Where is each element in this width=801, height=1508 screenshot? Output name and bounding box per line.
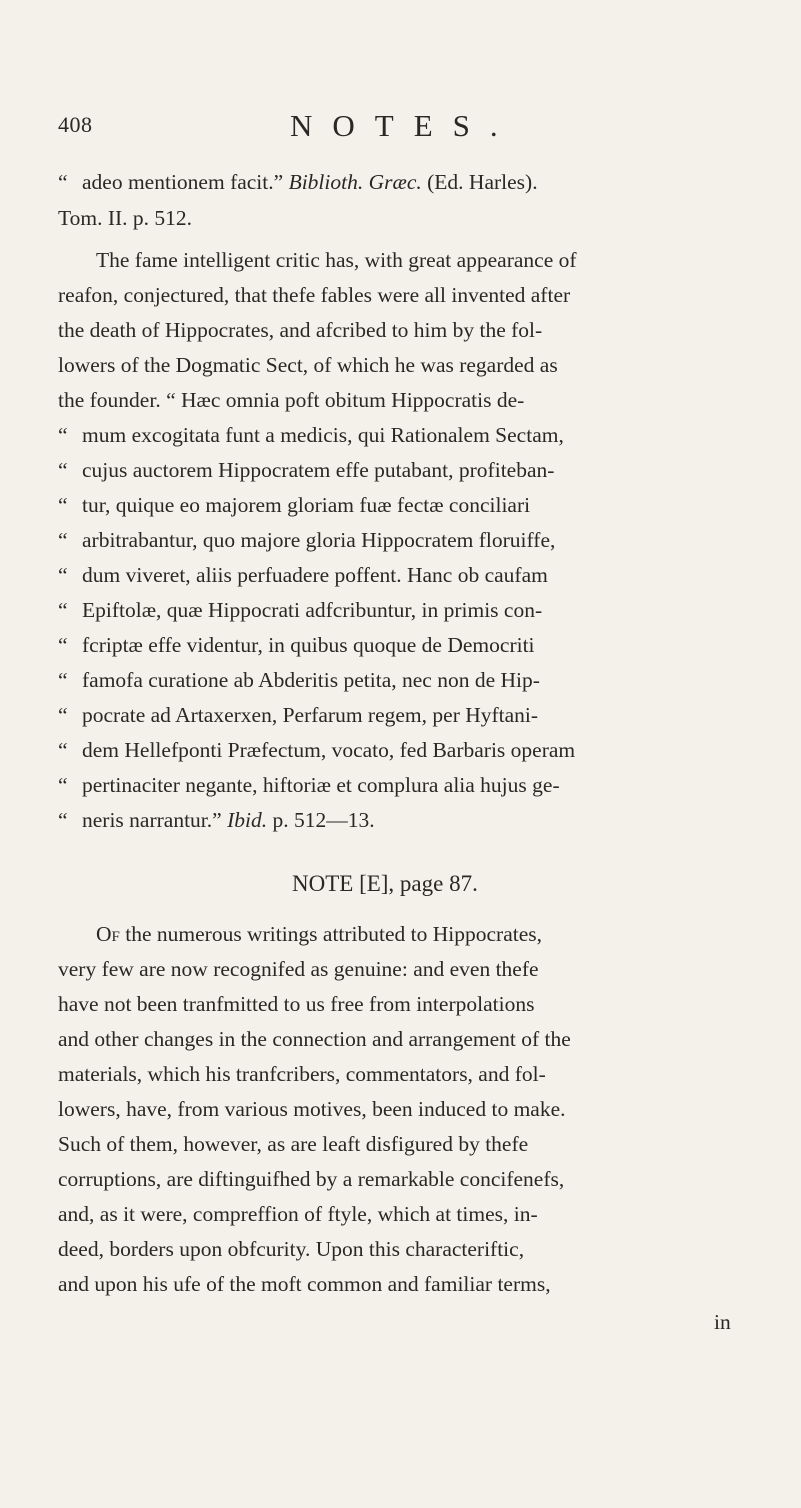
text-segment: adeo mentionem facit.”: [82, 170, 284, 194]
text-line: [58, 810, 375, 832]
text-segment: Epiftolæ, quæ Hippocrati adfcribuntur, in primis con-: [82, 598, 543, 622]
text-segment-smallcaps: Of: [96, 922, 120, 946]
text-line: [58, 705, 538, 727]
text-segment: pertinaciter negante, hiftoriæ et complura alia hujus ge-: [82, 773, 560, 797]
note-heading: NOTE [E], page 87.: [292, 871, 478, 896]
text-segment-italic: Ibid.: [227, 808, 268, 832]
text-segment: cujus auctorem Hippocratem effe putabant, profiteban-: [82, 458, 555, 482]
text-line: [58, 495, 530, 517]
text-line: [58, 775, 560, 797]
text-line: corruptions, are diftinguifhed by a remarkable concifenefs,: [58, 1167, 565, 1191]
quote-mark: “: [58, 703, 68, 727]
text-segment: pocrate ad Artaxerxen, Perfarum regem, per Hyftani-: [82, 703, 539, 727]
catchword: in: [714, 1310, 731, 1334]
text-line: [58, 740, 575, 762]
text-line: lowers, have, from various motives, been induced to make.: [58, 1097, 566, 1121]
text-line: [58, 425, 564, 447]
quote-mark: “: [58, 170, 68, 194]
text-segment: the numerous writings attributed to Hippocrates,: [125, 922, 543, 946]
text-line: lowers of the Dogmatic Sect, of which he was regarded as: [58, 353, 558, 377]
text-line: have not been tranfmitted to us free from interpolations: [58, 992, 535, 1016]
quote-mark: “: [58, 808, 68, 832]
text-line: [58, 565, 548, 587]
text-segment: tur, quique eo majorem gloriam fuæ fectæ conciliari: [82, 493, 531, 517]
text-segment-italic: Biblioth. Græc.: [288, 170, 422, 194]
text-line: [58, 530, 555, 552]
text-line: the founder. “ Hæc omnia poft obitum Hippocratis de-: [58, 388, 525, 412]
quote-mark: “: [58, 668, 68, 692]
text-line: deed, borders upon obfcurity. Upon this characteriftic,: [58, 1237, 525, 1261]
text-line: and, as it were, compreffion of ftyle, which at times, in-: [58, 1202, 538, 1226]
text-segment: mum excogitata funt a medicis, qui Rationalem Sectam,: [82, 423, 564, 447]
text-segment: fcriptæ effe videntur, in quibus quoque de Democriti: [82, 633, 535, 657]
text-line: The fame intelligent critic has, with great appearance of: [96, 248, 577, 272]
text-line: [58, 600, 542, 622]
text-line: and other changes in the connection and arrangement of the: [58, 1027, 571, 1051]
text-line: reafon, conjectured, that thefe fables were all invented after: [58, 283, 571, 307]
page-header: [58, 108, 738, 148]
text-line: [58, 670, 540, 692]
text-line: [96, 924, 542, 946]
quote-mark: “: [58, 528, 68, 552]
text-line: [58, 172, 538, 194]
text-line: Such of them, however, as are leaft disfigured by thefe: [58, 1132, 529, 1156]
text-segment: famofa curatione ab Abderitis petita, nec non de Hip-: [82, 668, 540, 692]
text-segment: neris narrantur.”: [82, 808, 222, 832]
quote-mark: “: [58, 773, 68, 797]
text-line: the death of Hippocrates, and afcribed to him by the fol-: [58, 318, 543, 342]
quote-mark: “: [58, 738, 68, 762]
text-line: [58, 635, 535, 657]
quote-mark: “: [58, 598, 68, 622]
text-line: and upon his ufe of the moft common and familiar terms,: [58, 1272, 551, 1296]
text-segment: dem Hellefponti Præfectum, vocato, fed Barbaris operam: [82, 738, 576, 762]
quote-mark: “: [58, 458, 68, 482]
text-segment: arbitrabantur, quo majore gloria Hippocratem floruiffe,: [82, 528, 556, 552]
quote-mark: “: [58, 633, 68, 657]
text-segment: dum viveret, aliis perfuadere poffent. Hanc ob caufam: [82, 563, 548, 587]
text-segment: p. 512—13.: [272, 808, 375, 832]
text-line: Tom. II. p. 512.: [58, 206, 193, 230]
running-head: NOTES.: [290, 108, 518, 143]
text-line: [58, 460, 554, 482]
quote-mark: “: [58, 563, 68, 587]
page-number: 408: [58, 112, 93, 137]
text-segment: (Ed. Harles).: [427, 170, 538, 194]
quote-mark: “: [58, 423, 68, 447]
text-line: materials, which his tranfcribers, commentators, and fol-: [58, 1062, 546, 1086]
quote-mark: “: [58, 493, 68, 517]
text-line: very few are now recognifed as genuine: and even thefe: [58, 957, 539, 981]
